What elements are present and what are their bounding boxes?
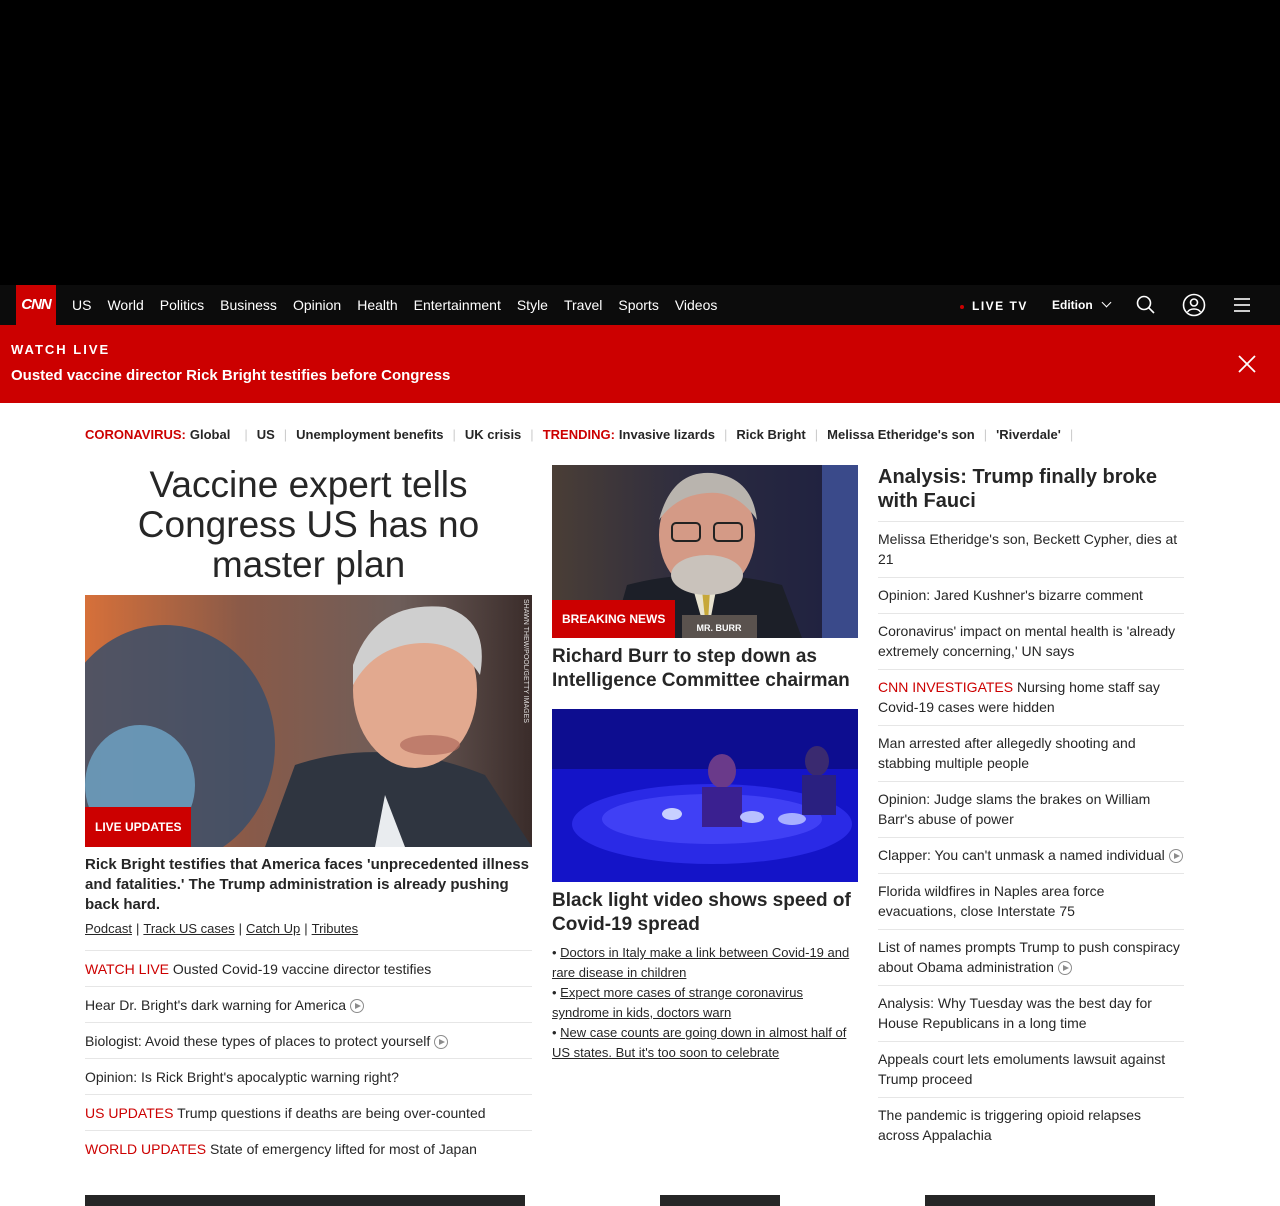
trending-link[interactable]: Unemployment benefits xyxy=(296,426,444,442)
nav-link-business[interactable]: Business xyxy=(220,297,277,313)
item-text: Clapper: You can't unmask a named individual xyxy=(878,847,1165,863)
ad-slot xyxy=(0,0,1280,285)
nav-links xyxy=(64,285,725,325)
list-item[interactable] xyxy=(85,1130,532,1166)
item-text: Opinion: Jared Kushner's bizarre comment xyxy=(878,587,1143,603)
item-text: Hear Dr. Bright's dark warning for America xyxy=(85,997,346,1013)
list-item[interactable] xyxy=(85,950,532,986)
list-item[interactable] xyxy=(878,669,1184,725)
divider: | xyxy=(283,426,288,442)
item-text: Appeals court lets emoluments lawsuit against Trump proceed xyxy=(878,1051,1166,1087)
coronavirus-label: CORONAVIRUS: xyxy=(85,426,186,442)
play-icon xyxy=(350,999,364,1013)
nav-link-health[interactable]: Health xyxy=(357,297,398,313)
divider: | xyxy=(238,921,243,936)
item-text: Melissa Etheridge's son, Beckett Cypher, dies at 21 xyxy=(878,531,1178,567)
list-item[interactable] xyxy=(878,613,1184,669)
item-text: Florida wildfires in Naples area force evacuations, close Interstate 75 xyxy=(878,883,1105,919)
close-icon[interactable] xyxy=(1236,353,1258,375)
edition-label: Edition xyxy=(1052,298,1093,312)
list-item[interactable] xyxy=(85,1094,532,1130)
track-us-cases-link[interactable]: Track US cases xyxy=(143,921,235,936)
burr-headline[interactable]: Richard Burr to step down as Intelligence Committee chairman xyxy=(552,646,850,691)
divider: | xyxy=(244,426,248,442)
bullet-item: • New case counts are going down in almost half of US states. But it's too soon to celebrate xyxy=(552,1025,847,1060)
nav-link-world[interactable]: World xyxy=(107,297,144,313)
divider: | xyxy=(814,426,819,442)
live-tv-label: LIVE TV xyxy=(972,299,1028,313)
trending-link[interactable]: Global xyxy=(189,426,231,442)
divider: | xyxy=(530,426,534,442)
cutoff-headline xyxy=(660,1195,780,1206)
hero-links xyxy=(85,921,532,936)
black-light-photo xyxy=(552,709,858,882)
right-headline[interactable]: Analysis: Trump finally broke with Fauci xyxy=(878,466,1157,512)
right-story-list xyxy=(878,521,1184,1153)
list-item[interactable] xyxy=(85,1058,532,1094)
item-prefix: WORLD UPDATES xyxy=(85,1141,207,1157)
list-item[interactable] xyxy=(878,985,1184,1041)
trending-link[interactable]: UK crisis xyxy=(464,426,522,442)
name-placard: MR. BURR xyxy=(696,623,742,633)
nav-link-sports[interactable]: Sports xyxy=(618,297,659,313)
breaking-news-badge: BREAKING NEWS xyxy=(552,600,675,638)
middle-column xyxy=(552,465,858,1063)
watch-live-title[interactable]: Ousted vaccine director Rick Bright testifies before Congress xyxy=(11,367,451,384)
list-item[interactable] xyxy=(878,1097,1184,1153)
item-text: Analysis: Why Tuesday was the best day for House Republicans in a long time xyxy=(878,995,1152,1031)
nav-link-travel[interactable]: Travel xyxy=(563,297,603,313)
cutoff-headline xyxy=(85,1195,525,1206)
item-text: The pandemic is triggering opioid relapses across Appalachia xyxy=(878,1107,1142,1143)
right-column xyxy=(878,465,1184,1153)
list-item[interactable] xyxy=(85,1022,532,1058)
list-item[interactable] xyxy=(878,521,1184,577)
item-text: Man arrested after allegedly shooting and stabbing multiple people xyxy=(878,735,1136,771)
list-item[interactable] xyxy=(878,725,1184,781)
divider: | xyxy=(724,426,728,442)
item-prefix: US UPDATES xyxy=(85,1105,174,1121)
list-item[interactable] xyxy=(878,781,1184,837)
divider: | xyxy=(983,426,988,442)
burr-image[interactable] xyxy=(552,465,858,638)
nav-link-style[interactable]: Style xyxy=(516,297,548,313)
menu-icon[interactable] xyxy=(1230,293,1254,317)
item-text: State of emergency lifted for most of Japan xyxy=(209,1141,477,1157)
item-text: Ousted Covid-19 vaccine director testifies xyxy=(172,961,432,977)
user-icon[interactable] xyxy=(1182,293,1206,317)
tributes-link[interactable]: Tributes xyxy=(311,921,359,936)
related-link[interactable]: New case counts are going down in almost half of US states. But it's too soon to celebrate xyxy=(552,1025,847,1060)
list-item[interactable] xyxy=(878,837,1184,873)
item-text: Trump questions if deaths are being over-counted xyxy=(177,1105,486,1121)
nav-link-videos[interactable]: Videos xyxy=(674,297,718,313)
top-nav xyxy=(0,285,1280,325)
live-updates-badge: LIVE UPDATES xyxy=(85,807,191,847)
hero-image[interactable] xyxy=(85,595,532,847)
trending-bar xyxy=(85,425,1082,443)
live-dot-icon xyxy=(960,305,964,309)
item-text: Nursing home staff say Covid-19 cases were hidden xyxy=(878,679,1160,715)
cutoff-headline xyxy=(925,1195,1155,1206)
divider: | xyxy=(452,426,456,442)
related-links xyxy=(552,943,858,1063)
trending-link[interactable]: US xyxy=(256,426,275,442)
next-row-cutoff xyxy=(85,1195,1185,1206)
divider: | xyxy=(304,921,308,936)
black-light-headline[interactable]: Black light video shows speed of Covid-19 spread xyxy=(552,890,851,935)
list-item[interactable] xyxy=(878,873,1184,929)
related-link[interactable]: Doctors in Italy make a link between Covid-19 and rare disease in children xyxy=(552,945,850,980)
hero-headline[interactable]: Vaccine expert tells Congress US has no master plan xyxy=(137,464,480,585)
search-icon[interactable] xyxy=(1134,293,1158,317)
item-text: List of names prompts Trump to push conspiracy about Obama administration xyxy=(878,939,1180,975)
play-icon xyxy=(1169,849,1183,863)
play-icon xyxy=(1058,961,1072,975)
trending-link[interactable]: Invasive lizards xyxy=(618,426,716,442)
item-text: Opinion: Judge slams the brakes on William Barr's abuse of power xyxy=(878,791,1151,827)
nav-link-us[interactable]: US xyxy=(72,297,92,313)
lead-story-list xyxy=(85,950,532,1166)
play-icon xyxy=(434,1035,448,1049)
lead-column xyxy=(85,465,532,1166)
item-text: Opinion: Is Rick Bright's apocalyptic warning right? xyxy=(85,1069,399,1085)
trending-link[interactable]: Melissa Etheridge's son xyxy=(827,426,975,442)
divider: | xyxy=(135,921,140,936)
list-item[interactable] xyxy=(878,929,1184,985)
watch-live-label: WATCH LIVE xyxy=(11,342,111,357)
item-prefix: WATCH LIVE xyxy=(85,961,170,977)
catch-up-link[interactable]: Catch Up xyxy=(246,921,301,936)
list-item[interactable] xyxy=(85,986,532,1022)
podcast-link[interactable]: Podcast xyxy=(85,921,132,936)
list-item[interactable] xyxy=(878,1041,1184,1097)
divider: | xyxy=(1069,426,1074,442)
live-tv-link[interactable] xyxy=(960,299,1028,313)
list-item[interactable] xyxy=(878,577,1184,613)
photo-credit: SHAWN THEW/POOL/GETTY IMAGES xyxy=(522,599,529,723)
nav-link-politics[interactable]: Politics xyxy=(159,297,205,313)
chevron-down-icon xyxy=(1101,298,1111,308)
edition-dropdown[interactable] xyxy=(1052,298,1110,312)
trending-link[interactable]: 'Riverdale' xyxy=(996,426,1061,442)
cnn-logo[interactable]: CNN xyxy=(16,285,56,325)
related-link[interactable]: Expect more cases of strange coronavirus syndrome in kids, doctors warn xyxy=(552,985,803,1020)
bullet-item: • Doctors in Italy make a link between Covid-19 and rare disease in children xyxy=(552,945,850,980)
nav-link-opinion[interactable]: Opinion xyxy=(292,297,342,313)
trending-label: TRENDING: xyxy=(542,426,615,442)
item-text: Coronavirus' impact on mental health is 'already extremely concerning,' UN says xyxy=(878,623,1176,659)
black-light-image[interactable] xyxy=(552,709,858,882)
item-text: Biologist: Avoid these types of places to protect yourself xyxy=(85,1033,431,1049)
watch-live-banner[interactable] xyxy=(0,325,1280,403)
hero-description[interactable]: Rick Bright testifies that America faces 'unprecedented illness and fatalities.' The Trump administration is already pushing back hard. xyxy=(85,856,529,913)
item-prefix: CNN INVESTIGATES xyxy=(878,679,1014,695)
trending-link[interactable]: Rick Bright xyxy=(736,426,806,442)
nav-link-entertainment[interactable]: Entertainment xyxy=(413,297,501,313)
bullet-item: • Expect more cases of strange coronavirus syndrome in kids, doctors warn xyxy=(552,985,803,1020)
